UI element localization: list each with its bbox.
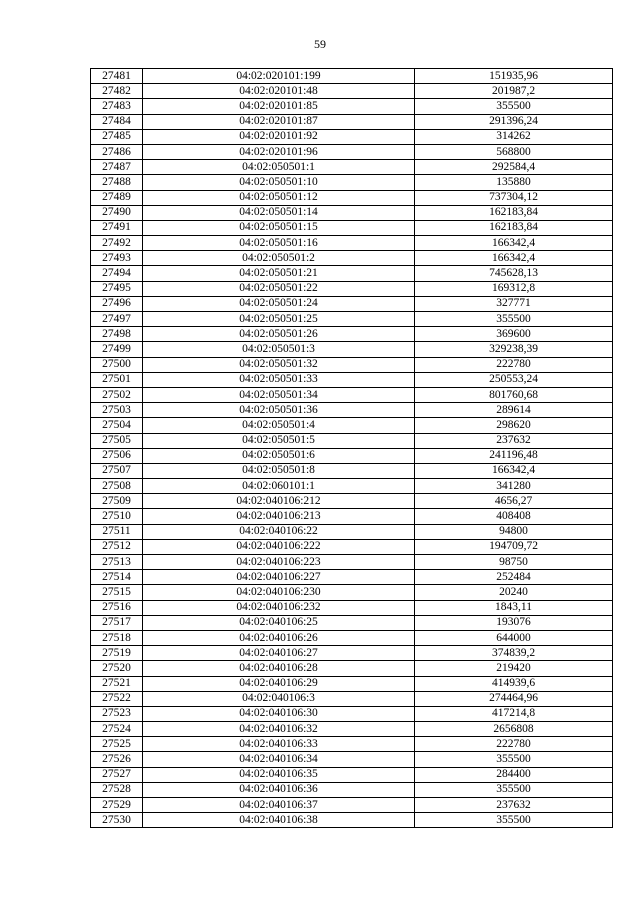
cadastral-number-cell: 04:02:050501:1 bbox=[143, 160, 415, 175]
row-number-cell: 27495 bbox=[91, 281, 143, 296]
row-number-cell: 27522 bbox=[91, 691, 143, 706]
table-row bbox=[91, 798, 613, 813]
cadastral-number-cell: 04:02:050501:36 bbox=[143, 403, 415, 418]
table-row bbox=[91, 266, 613, 281]
cadastral-number-cell: 04:02:050501:22 bbox=[143, 281, 415, 296]
row-number-cell: 27515 bbox=[91, 585, 143, 600]
table-row bbox=[91, 236, 613, 251]
table-row bbox=[91, 555, 613, 570]
value-cell: 274464,96 bbox=[415, 691, 613, 706]
value-cell: 314262 bbox=[415, 129, 613, 144]
cadastral-number-cell: 04:02:050501:2 bbox=[143, 251, 415, 266]
row-number-cell: 27492 bbox=[91, 236, 143, 251]
row-number-cell: 27490 bbox=[91, 205, 143, 220]
row-number-cell: 27501 bbox=[91, 372, 143, 387]
value-cell: 219420 bbox=[415, 661, 613, 676]
row-number-cell: 27518 bbox=[91, 630, 143, 645]
value-cell: 166342,4 bbox=[415, 236, 613, 251]
value-cell: 135880 bbox=[415, 175, 613, 190]
table-row bbox=[91, 190, 613, 205]
row-number-cell: 27521 bbox=[91, 676, 143, 691]
cadastral-number-cell: 04:02:050501:14 bbox=[143, 205, 415, 220]
value-cell: 20240 bbox=[415, 585, 613, 600]
row-number-cell: 27516 bbox=[91, 600, 143, 615]
row-number-cell: 27517 bbox=[91, 615, 143, 630]
value-cell: 327771 bbox=[415, 296, 613, 311]
table-row bbox=[91, 767, 613, 782]
table-row bbox=[91, 782, 613, 797]
table-row bbox=[91, 722, 613, 737]
cadastral-number-cell: 04:02:040106:28 bbox=[143, 661, 415, 676]
value-cell: 193076 bbox=[415, 615, 613, 630]
value-cell: 414939,6 bbox=[415, 676, 613, 691]
value-cell: 2656808 bbox=[415, 722, 613, 737]
value-cell: 166342,4 bbox=[415, 463, 613, 478]
row-number-cell: 27523 bbox=[91, 706, 143, 721]
cadastral-number-cell: 04:02:050501:34 bbox=[143, 387, 415, 402]
cadastral-number-cell: 04:02:050501:3 bbox=[143, 342, 415, 357]
row-number-cell: 27513 bbox=[91, 555, 143, 570]
cadastral-number-cell: 04:02:040106:232 bbox=[143, 600, 415, 615]
row-number-cell: 27526 bbox=[91, 752, 143, 767]
cadastral-number-cell: 04:02:040106:222 bbox=[143, 539, 415, 554]
table-row bbox=[91, 403, 613, 418]
value-cell: 151935,96 bbox=[415, 69, 613, 84]
cadastral-number-cell: 04:02:050501:6 bbox=[143, 448, 415, 463]
table-row bbox=[91, 387, 613, 402]
cadastral-number-cell: 04:02:060101:1 bbox=[143, 479, 415, 494]
cadastral-number-cell: 04:02:050501:25 bbox=[143, 312, 415, 327]
value-cell: 98750 bbox=[415, 555, 613, 570]
cadastral-number-cell: 04:02:020101:92 bbox=[143, 129, 415, 144]
cadastral-number-cell: 04:02:040106:29 bbox=[143, 676, 415, 691]
value-cell: 801760,68 bbox=[415, 387, 613, 402]
table-row bbox=[91, 737, 613, 752]
value-cell: 644000 bbox=[415, 630, 613, 645]
row-number-cell: 27497 bbox=[91, 312, 143, 327]
value-cell: 241196,48 bbox=[415, 448, 613, 463]
row-number-cell: 27493 bbox=[91, 251, 143, 266]
value-cell: 194709,72 bbox=[415, 539, 613, 554]
value-cell: 252484 bbox=[415, 570, 613, 585]
table-row bbox=[91, 448, 613, 463]
row-number-cell: 27485 bbox=[91, 129, 143, 144]
table-row bbox=[91, 585, 613, 600]
table-row bbox=[91, 114, 613, 129]
value-cell: 408408 bbox=[415, 509, 613, 524]
table-row bbox=[91, 646, 613, 661]
table-row bbox=[91, 752, 613, 767]
value-cell: 201987,2 bbox=[415, 84, 613, 99]
table-row bbox=[91, 539, 613, 554]
value-cell: 222780 bbox=[415, 357, 613, 372]
row-number-cell: 27491 bbox=[91, 220, 143, 235]
value-cell: 237632 bbox=[415, 798, 613, 813]
value-cell: 162183,84 bbox=[415, 220, 613, 235]
row-number-cell: 27496 bbox=[91, 296, 143, 311]
row-number-cell: 27530 bbox=[91, 813, 143, 828]
row-number-cell: 27524 bbox=[91, 722, 143, 737]
cadastral-number-cell: 04:02:020101:48 bbox=[143, 84, 415, 99]
table-row bbox=[91, 357, 613, 372]
value-cell: 369600 bbox=[415, 327, 613, 342]
row-number-cell: 27505 bbox=[91, 433, 143, 448]
value-cell: 237632 bbox=[415, 433, 613, 448]
value-cell: 341280 bbox=[415, 479, 613, 494]
registry-table bbox=[90, 68, 613, 828]
table-row bbox=[91, 175, 613, 190]
value-cell: 329238,39 bbox=[415, 342, 613, 357]
table-row bbox=[91, 479, 613, 494]
row-number-cell: 27519 bbox=[91, 646, 143, 661]
value-cell: 417214,8 bbox=[415, 706, 613, 721]
cadastral-number-cell: 04:02:040106:38 bbox=[143, 813, 415, 828]
value-cell: 355500 bbox=[415, 782, 613, 797]
value-cell: 4656,27 bbox=[415, 494, 613, 509]
cadastral-number-cell: 04:02:020101:87 bbox=[143, 114, 415, 129]
cadastral-number-cell: 04:02:050501:12 bbox=[143, 190, 415, 205]
cadastral-number-cell: 04:02:040106:227 bbox=[143, 570, 415, 585]
value-cell: 355500 bbox=[415, 312, 613, 327]
value-cell: 355500 bbox=[415, 752, 613, 767]
row-number-cell: 27483 bbox=[91, 99, 143, 114]
value-cell: 94800 bbox=[415, 524, 613, 539]
row-number-cell: 27494 bbox=[91, 266, 143, 281]
table-row bbox=[91, 312, 613, 327]
row-number-cell: 27487 bbox=[91, 160, 143, 175]
row-number-cell: 27527 bbox=[91, 767, 143, 782]
value-cell: 284400 bbox=[415, 767, 613, 782]
table-row bbox=[91, 99, 613, 114]
value-cell: 222780 bbox=[415, 737, 613, 752]
table-row bbox=[91, 706, 613, 721]
table-row bbox=[91, 342, 613, 357]
row-number-cell: 27507 bbox=[91, 463, 143, 478]
row-number-cell: 27528 bbox=[91, 782, 143, 797]
value-cell: 166342,4 bbox=[415, 251, 613, 266]
row-number-cell: 27499 bbox=[91, 342, 143, 357]
table-row bbox=[91, 615, 613, 630]
cadastral-number-cell: 04:02:040106:36 bbox=[143, 782, 415, 797]
row-number-cell: 27509 bbox=[91, 494, 143, 509]
row-number-cell: 27503 bbox=[91, 403, 143, 418]
cadastral-number-cell: 04:02:050501:4 bbox=[143, 418, 415, 433]
row-number-cell: 27520 bbox=[91, 661, 143, 676]
row-number-cell: 27529 bbox=[91, 798, 143, 813]
cadastral-number-cell: 04:02:050501:21 bbox=[143, 266, 415, 281]
cadastral-number-cell: 04:02:040106:213 bbox=[143, 509, 415, 524]
cadastral-number-cell: 04:02:040106:34 bbox=[143, 752, 415, 767]
value-cell: 737304,12 bbox=[415, 190, 613, 205]
cadastral-number-cell: 04:02:040106:22 bbox=[143, 524, 415, 539]
cadastral-number-cell: 04:02:050501:16 bbox=[143, 236, 415, 251]
row-number-cell: 27508 bbox=[91, 479, 143, 494]
table-row bbox=[91, 813, 613, 828]
value-cell: 291396,24 bbox=[415, 114, 613, 129]
row-number-cell: 27504 bbox=[91, 418, 143, 433]
row-number-cell: 27511 bbox=[91, 524, 143, 539]
cadastral-number-cell: 04:02:050501:5 bbox=[143, 433, 415, 448]
cadastral-number-cell: 04:02:050501:33 bbox=[143, 372, 415, 387]
cadastral-number-cell: 04:02:040106:230 bbox=[143, 585, 415, 600]
cadastral-number-cell: 04:02:040106:32 bbox=[143, 722, 415, 737]
table-row bbox=[91, 661, 613, 676]
table-row bbox=[91, 281, 613, 296]
table-row bbox=[91, 327, 613, 342]
cadastral-number-cell: 04:02:040106:25 bbox=[143, 615, 415, 630]
row-number-cell: 27498 bbox=[91, 327, 143, 342]
table-row bbox=[91, 418, 613, 433]
table-row bbox=[91, 570, 613, 585]
table-row bbox=[91, 160, 613, 175]
value-cell: 169312,8 bbox=[415, 281, 613, 296]
value-cell: 745628,13 bbox=[415, 266, 613, 281]
table-row bbox=[91, 205, 613, 220]
cadastral-number-cell: 04:02:040106:30 bbox=[143, 706, 415, 721]
value-cell: 568800 bbox=[415, 144, 613, 159]
row-number-cell: 27525 bbox=[91, 737, 143, 752]
cadastral-number-cell: 04:02:050501:15 bbox=[143, 220, 415, 235]
table-row bbox=[91, 433, 613, 448]
value-cell: 162183,84 bbox=[415, 205, 613, 220]
cadastral-number-cell: 04:02:020101:85 bbox=[143, 99, 415, 114]
cadastral-number-cell: 04:02:040106:33 bbox=[143, 737, 415, 752]
table-row bbox=[91, 524, 613, 539]
table-row bbox=[91, 251, 613, 266]
cadastral-number-cell: 04:02:040106:27 bbox=[143, 646, 415, 661]
page-number: 59 bbox=[314, 37, 326, 51]
row-number-cell: 27482 bbox=[91, 84, 143, 99]
row-number-cell: 27484 bbox=[91, 114, 143, 129]
table-row bbox=[91, 296, 613, 311]
table-row bbox=[91, 84, 613, 99]
value-cell: 298620 bbox=[415, 418, 613, 433]
cadastral-number-cell: 04:02:050501:8 bbox=[143, 463, 415, 478]
table-row bbox=[91, 691, 613, 706]
table-row bbox=[91, 509, 613, 524]
table-row bbox=[91, 129, 613, 144]
cadastral-number-cell: 04:02:040106:26 bbox=[143, 630, 415, 645]
cadastral-number-cell: 04:02:050501:26 bbox=[143, 327, 415, 342]
value-cell: 289614 bbox=[415, 403, 613, 418]
table-row bbox=[91, 69, 613, 84]
cadastral-number-cell: 04:02:040106:3 bbox=[143, 691, 415, 706]
cadastral-number-cell: 04:02:040106:212 bbox=[143, 494, 415, 509]
table-row bbox=[91, 463, 613, 478]
row-number-cell: 27506 bbox=[91, 448, 143, 463]
cadastral-number-cell: 04:02:040106:35 bbox=[143, 767, 415, 782]
row-number-cell: 27481 bbox=[91, 69, 143, 84]
table-row bbox=[91, 676, 613, 691]
row-number-cell: 27489 bbox=[91, 190, 143, 205]
table-row bbox=[91, 372, 613, 387]
table-row bbox=[91, 600, 613, 615]
row-number-cell: 27514 bbox=[91, 570, 143, 585]
value-cell: 355500 bbox=[415, 99, 613, 114]
value-cell: 1843,11 bbox=[415, 600, 613, 615]
row-number-cell: 27486 bbox=[91, 144, 143, 159]
value-cell: 250553,24 bbox=[415, 372, 613, 387]
cadastral-number-cell: 04:02:040106:223 bbox=[143, 555, 415, 570]
value-cell: 374839,2 bbox=[415, 646, 613, 661]
cadastral-number-cell: 04:02:020101:199 bbox=[143, 69, 415, 84]
row-number-cell: 27488 bbox=[91, 175, 143, 190]
value-cell: 355500 bbox=[415, 813, 613, 828]
table-row bbox=[91, 630, 613, 645]
table-row bbox=[91, 144, 613, 159]
row-number-cell: 27500 bbox=[91, 357, 143, 372]
table-row bbox=[91, 220, 613, 235]
value-cell: 292584,4 bbox=[415, 160, 613, 175]
row-number-cell: 27510 bbox=[91, 509, 143, 524]
cadastral-number-cell: 04:02:020101:96 bbox=[143, 144, 415, 159]
row-number-cell: 27512 bbox=[91, 539, 143, 554]
cadastral-number-cell: 04:02:050501:10 bbox=[143, 175, 415, 190]
cadastral-number-cell: 04:02:040106:37 bbox=[143, 798, 415, 813]
cadastral-number-cell: 04:02:050501:24 bbox=[143, 296, 415, 311]
registry-table-body bbox=[91, 69, 613, 828]
table-row bbox=[91, 494, 613, 509]
cadastral-number-cell: 04:02:050501:32 bbox=[143, 357, 415, 372]
row-number-cell: 27502 bbox=[91, 387, 143, 402]
